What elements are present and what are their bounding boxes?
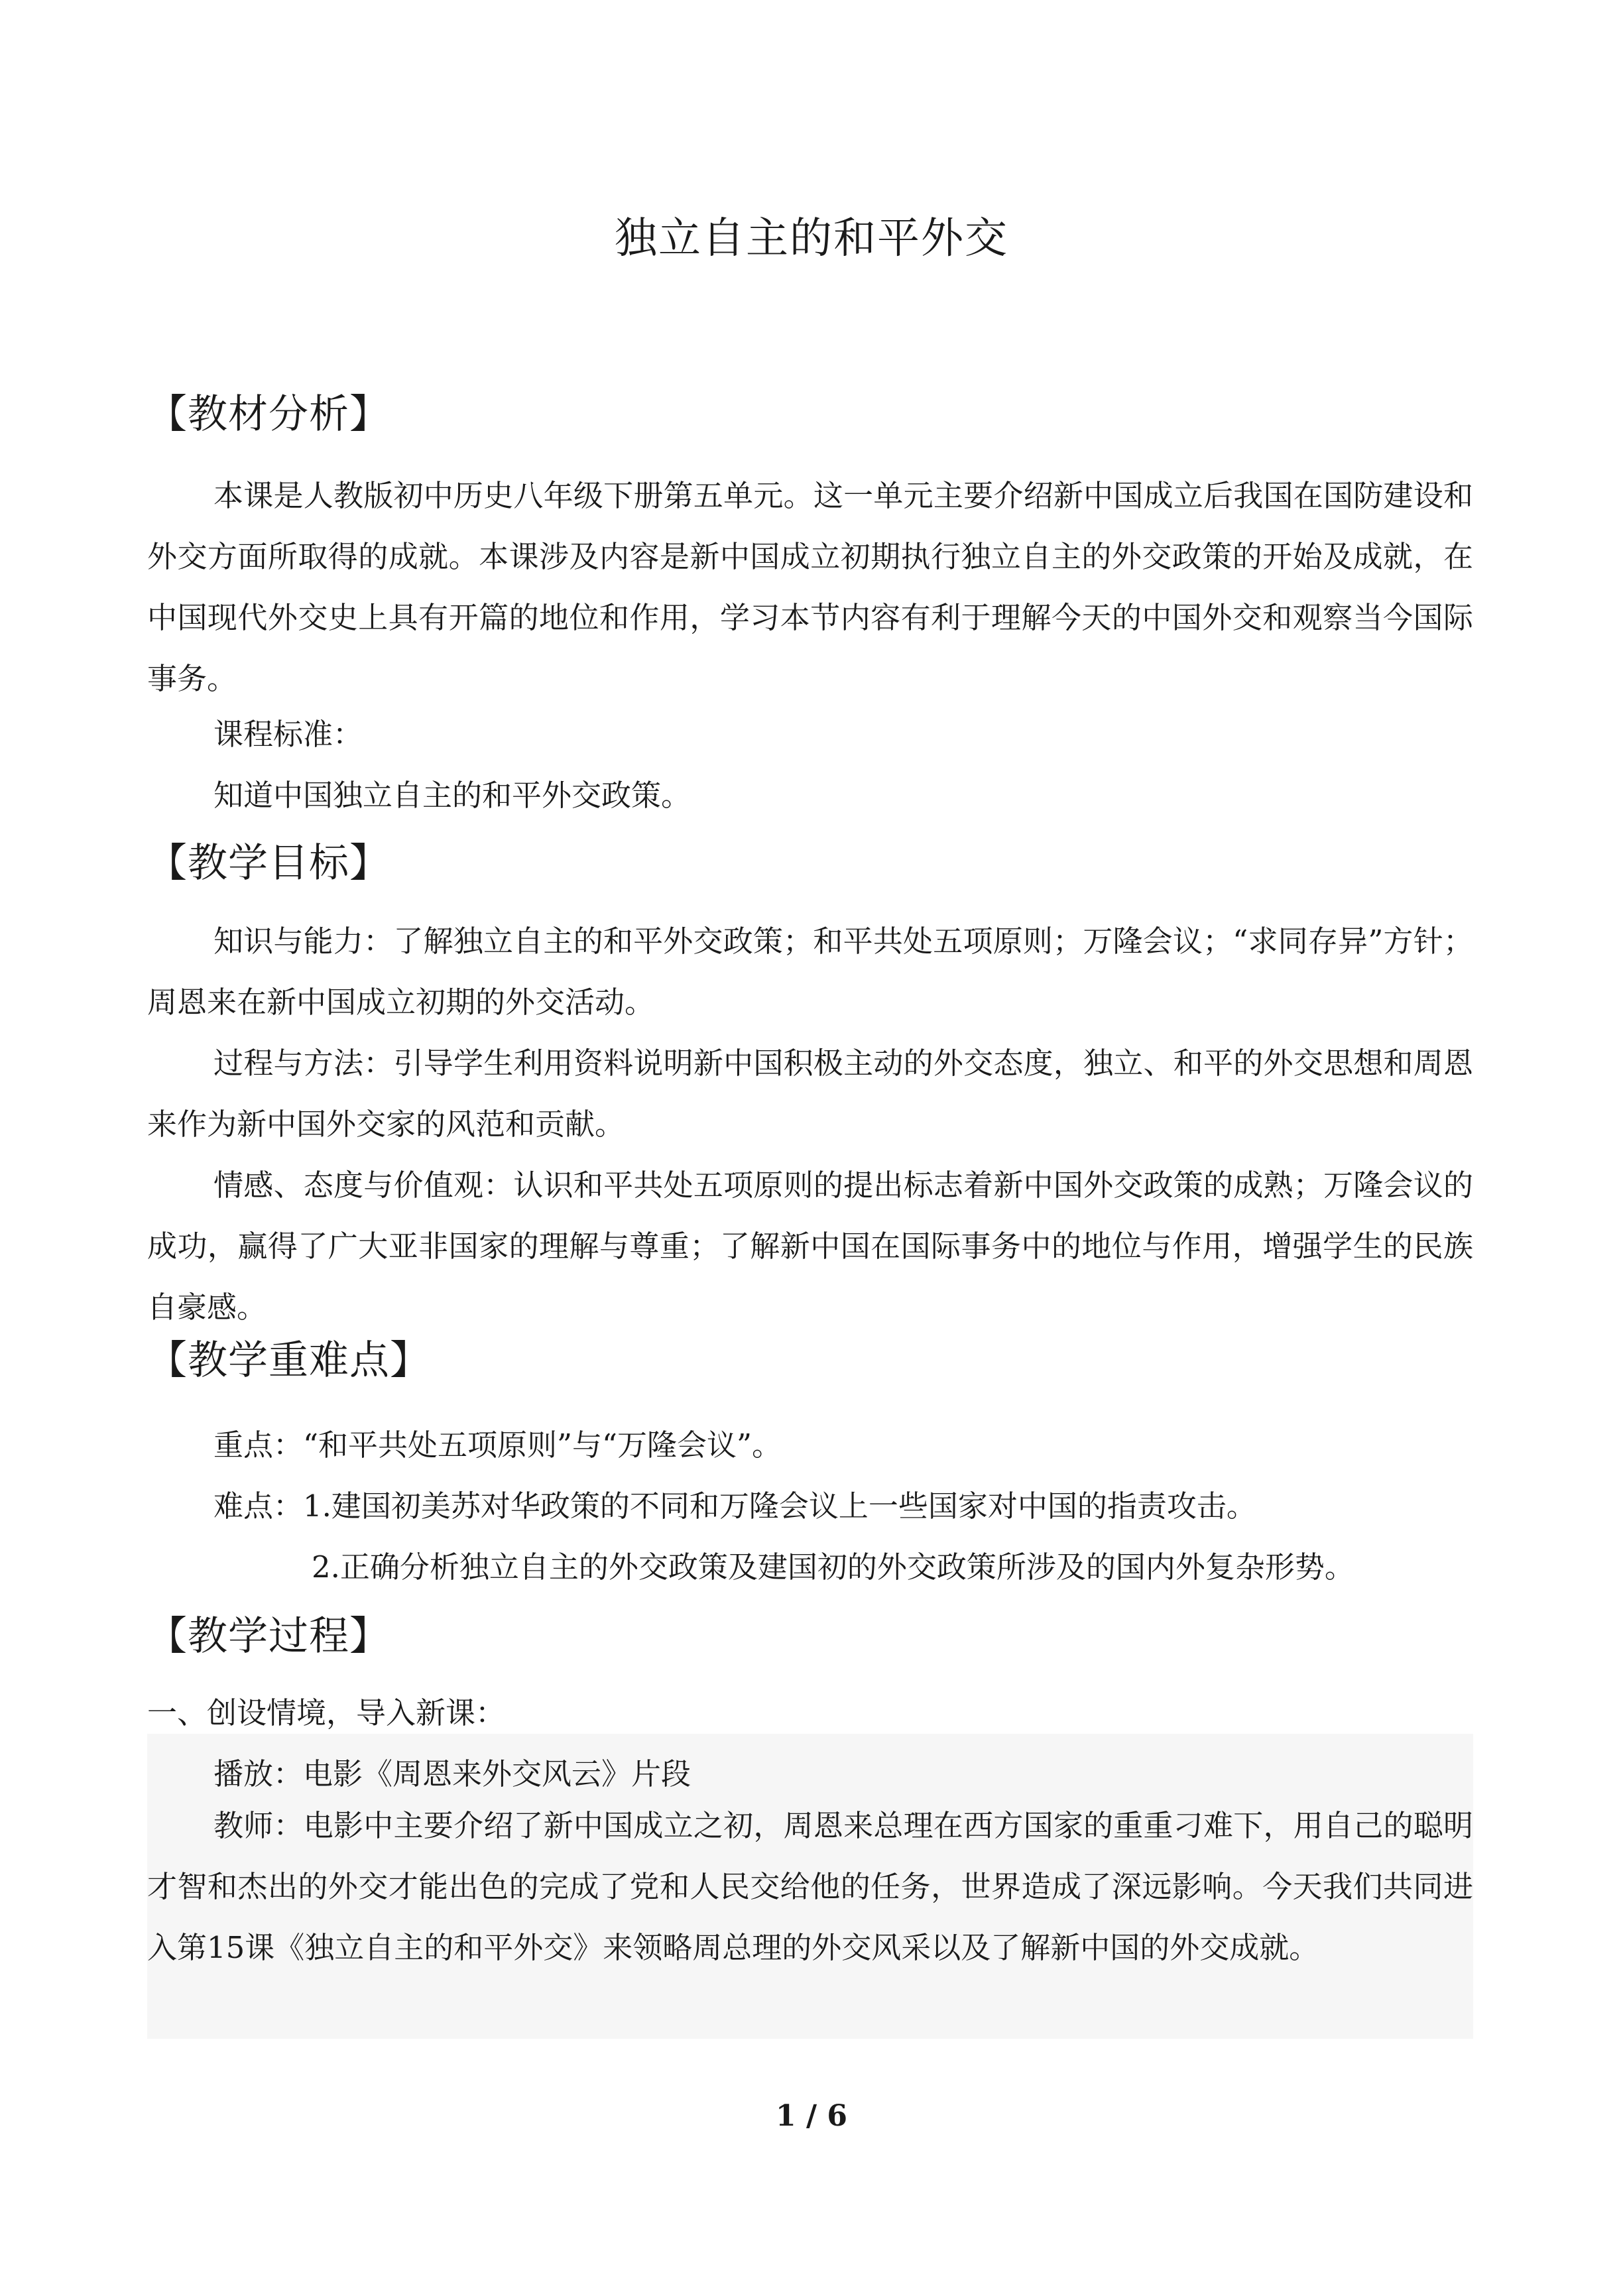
material-analysis-paragraph: 本课是人教版初中历史八年级下册第五单元。这一单元主要介绍新中国成立后我国在国防建设和外交方面所取得的成就。本课涉及内容是新中国成立初期执行独立自主的外交政策的开始及成就，在中国现代外交史上具有开篇的地位和作用，学习本节内容有利于理解今天的中国外交和观察当今国际事务。	[147, 478, 1473, 696]
section-heading-teaching-process: 【教学过程】	[147, 1613, 390, 1660]
difficult-point-2: 2.正确分析独立自主的外交政策及建国初的外交政策所涉及的国内外复杂形势。	[312, 1549, 1354, 1585]
objective-emotion: 情感、态度与价值观：认识和平共处五项原则的提出标志着新中国外交政策的成熟；万隆会议的成功，赢得了广大亚非国家的理解与尊重；了解新中国在国际事务中的地位与作用，增强学生的民族自豪感。	[147, 1168, 1473, 1325]
section-heading-material-analysis: 【教材分析】	[147, 391, 390, 438]
section-heading-objectives: 【教学目标】	[147, 840, 390, 886]
key-point: 重点：“和平共处五项原则”与“万隆会议”。	[213, 1427, 782, 1463]
course-standard-label: 课程标准：	[213, 717, 363, 752]
teacher-paragraph: 教师：电影中主要介绍了新中国成立之初，周恩来总理在西方国家的重重刁难下，用自己的聪明才智和杰出的外交才能出色的完成了党和人民交给他的任务，世界造成了深远影响。今天我们共同进入第15课《独立自主的和平外交》来领略周总理的外交风采以及了解新中国的外交成就。	[147, 1808, 1473, 1965]
process-step-1: 一、创设情境，导入新课：	[147, 1695, 506, 1730]
section-heading-key-points: 【教学重难点】	[147, 1337, 430, 1384]
course-standard-text: 知道中国独立自主的和平外交政策。	[213, 778, 691, 813]
objective-process: 过程与方法：引导学生利用资料说明新中国积极主动的外交态度，独立、和平的外交思想和周恩来作为新中国外交家的风范和贡献。	[147, 1046, 1473, 1142]
document-title: 独立自主的和平外交	[615, 214, 1008, 263]
page-number: 1 / 6	[776, 2099, 847, 2133]
difficult-point-1: 难点：1.建国初美苏对华政策的不同和万隆会议上一些国家对中国的指责攻击。	[213, 1488, 1256, 1524]
play-line: 播放：电影《周恩来外交风云》片段	[213, 1756, 691, 1791]
objective-knowledge: 知识与能力：了解独立自主的和平外交政策；和平共处五项原则；万隆会议；“求同存异”方针；周恩来在新中国成立初期的外交活动。	[147, 924, 1473, 1020]
